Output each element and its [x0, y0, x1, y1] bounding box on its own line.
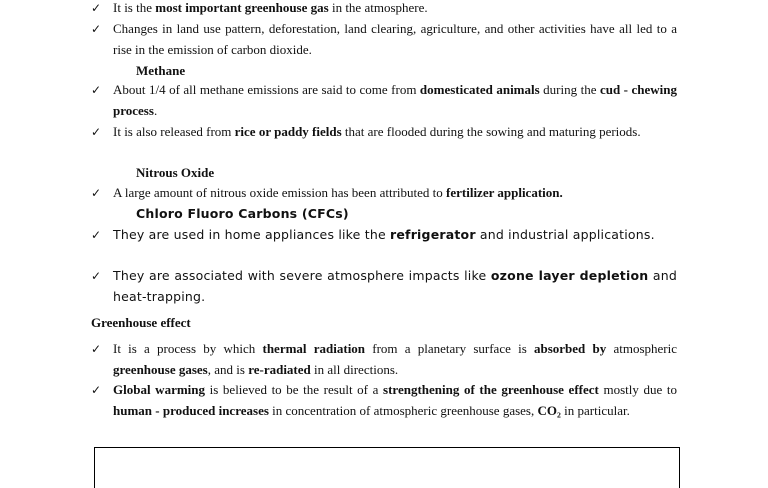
cfc-heading: Chloro Fluoro Carbons (CFCs) [136, 206, 349, 221]
cfc-bullet-2: ✓ They are associated with severe atmosphere impacts like ozone layer depletion and heat-trapping. [91, 268, 677, 304]
checkmark-icon: ✓ [91, 383, 102, 397]
methane-bullet-2: ✓ It is also released from rice or paddy fields that are flooded during the sowing and maturing periods. [91, 122, 677, 143]
greenhouse-bullet-2: ✓ Global warming is believed to be the result of a strengthening of the greenhouse effect mostly due to human - produced increases in concentration of atmospheric greenhouse gases, CO₂ in particular. [91, 382, 677, 418]
checkmark-icon: ✓ [91, 83, 102, 97]
co2-bullet-1: ✓ It is the most important greenhouse gas in the atmosphere. [91, 0, 677, 19]
co2-bullet-2: ✓ Changes in land use pattern, deforestation, land clearing, agriculture, and other activities have all led to a rise in the emission of carbon dioxide. [91, 21, 677, 57]
checkmark-icon: ✓ [91, 342, 102, 356]
checkmark-icon: ✓ [91, 186, 102, 200]
checkmark-icon: ✓ [91, 22, 102, 36]
methane-heading: Methane [136, 63, 186, 78]
cfc-bullet-1: ✓ They are used in home appliances like the refrigerator and industrial applications. [91, 225, 677, 246]
methane-bullet-1: ✓ About 1/4 of all methane emissions are said to come from domesticated animals during the cud - chewing process. [91, 82, 677, 118]
checkmark-icon: ✓ [91, 1, 102, 15]
checkmark-icon: ✓ [91, 269, 102, 283]
nitrous-oxide-heading: Nitrous Oxide [136, 165, 215, 180]
checkmark-icon: ✓ [91, 228, 102, 242]
greenhouse-effect-heading: Greenhouse effect [91, 315, 191, 330]
bottom-content-frame [94, 447, 680, 488]
nitrous-bullet-1: ✓ A large amount of nitrous oxide emission has been attributed to fertilizer application. [91, 183, 677, 204]
checkmark-icon: ✓ [91, 125, 102, 139]
greenhouse-bullet-1: ✓ It is a process by which thermal radiation from a planetary surface is absorbed by atmospheric greenhouse gases, and is re-radiated in all directions. [91, 341, 677, 377]
